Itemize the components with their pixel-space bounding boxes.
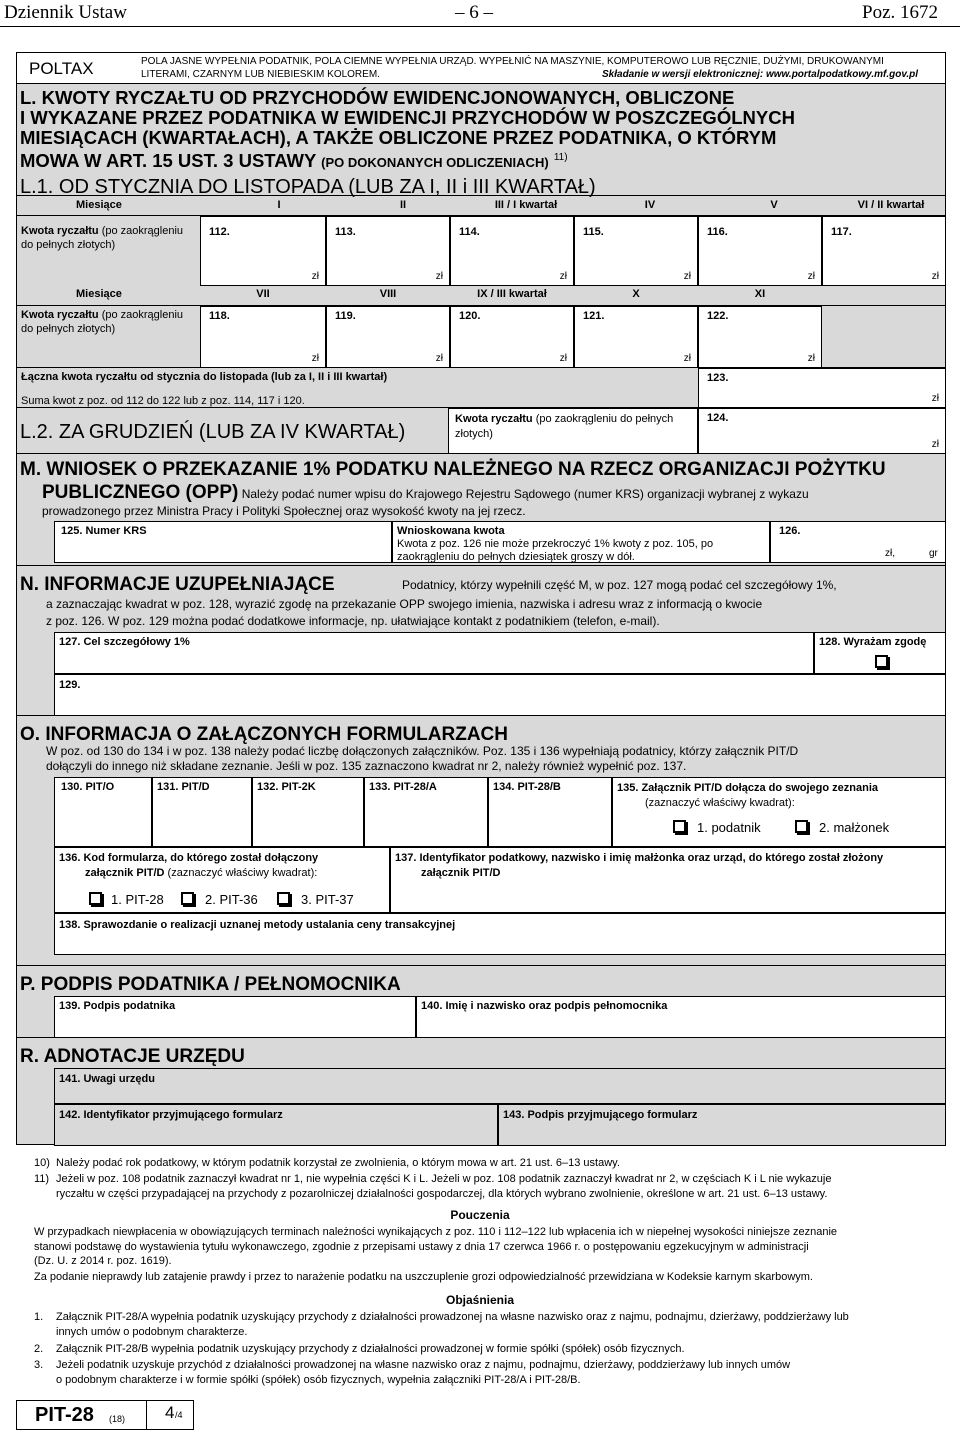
malzonek-label: 2. małżonek (819, 820, 890, 835)
footnote-11-1: Jeżeli w poz. 108 podatnik zaznaczył kwadrat nr 1, nie wypełnia części K i L. Jeżeli w poz. 108 podatnik zaznaczył kwadrat nr 2, w częściach K i L nie wykazuje (56, 1173, 832, 1185)
section-o (16, 715, 946, 965)
explanations-title: Objaśnienia (445, 1293, 515, 1307)
field-118[interactable]: 118. zł (200, 306, 326, 368)
section-r (16, 1037, 946, 1145)
fill-instruction-2: LITERAMI, CZARNYM LUB NIEBIESKIM KOLOREM. (141, 69, 380, 80)
december-label-cell: Kwota ryczałtu (po zaokrągleniu do pełnych złotych) (448, 408, 698, 454)
section-n-note-3: z poz. 126. W poz. 129 można podać dodatkowe informacje, np. ułatwiające kontakt z podatnikiem (telefon, e-mail). (46, 614, 660, 628)
field-130-pit-o[interactable]: 130. PIT/O (54, 777, 152, 847)
amount-label: Kwota ryczałtu (po zaokrągleniu do pełnych złotych) (21, 309, 184, 335)
field-126[interactable]: 126. zł, gr (770, 521, 946, 563)
section-l-title: L. KWOTY RYCZAŁTU OD PRZYCHODÓW EWIDENCJONOWANYCH, OBLICZONE I WYKAZANE PRZEZ PODATNIKA W EWIDENCJI PRZYCHODÓW W POSZCZEGÓLNYCH MIESIĄCACH (KWARTAŁACH), A TAKŻE OBLICZONE PRZEZ PODATNIKA, O KTÓRYM MOWA W ART. 15 UST. 3 USTAWY (PO DOKONANYCH ODLICZENIACH) $^{11)}$ (20, 87, 795, 172)
section-m-note: prowadzonego przez Ministra Pracy i Polityki Społecznej oraz wysokość kwoty na jej rzecz. (42, 504, 526, 518)
pit-37-checkbox[interactable] (277, 892, 290, 905)
header-rule (0, 26, 960, 27)
field-113[interactable]: 113. zł (326, 216, 450, 286)
journal-title: Dziennik Ustaw (4, 2, 127, 23)
section-l2-title: L.2. ZA GRUDZIEŃ (LUB ZA IV KWARTAŁ) (20, 421, 406, 443)
fill-instruction-1: POLA JASNE WYPEŁNIA PODATNIK, POLA CIEMNE WYPEŁNIA URZĄD. WYPEŁNIĆ NA MASZYNIE, KOMPUTEROWO LUB RĘCZNIE, DUŻYMI, DRUKOWANYMI (141, 56, 884, 67)
section-o-note-2: dołączyli do innego niż składane zeznanie. Jeśli w poz. 135 zaznaczono kwadrat nr 2, należy również wypełnić poz. 137. (46, 759, 687, 773)
field-141-notes: 141. Uwagi urzędu (54, 1068, 946, 1104)
field-132-pit-2k[interactable]: 132. PIT-2K (252, 777, 364, 847)
field-120[interactable]: 120. zł (450, 306, 574, 368)
consent-checkbox[interactable] (875, 655, 888, 668)
field-127-goal[interactable]: 127. Cel szczegółowy 1% (54, 632, 814, 674)
malzonek-checkbox[interactable] (795, 820, 808, 833)
months-header-2: Miesiące VII VIII IX / III kwartał X XI (76, 288, 766, 300)
journal-position: Poz. 1672 (862, 2, 938, 23)
electronic-filing-link[interactable]: Składanie w wersji elektronicznej: www.portalpodatkowy.mf.gov.pl (602, 69, 918, 80)
field-135: 135. Załącznik PIT/D dołącza do swojego zeznania (zaznaczyć właściwy kwadrat): 1. podatnik 2. małżonek (612, 777, 946, 847)
pit-36-checkbox[interactable] (181, 892, 194, 905)
field-134-pit-28b[interactable]: 134. PIT-28/B (488, 777, 612, 847)
field-124[interactable]: 124. zł (698, 408, 946, 454)
podatnik-checkbox[interactable] (673, 820, 686, 833)
form-footer (16, 1400, 194, 1430)
field-131-pit-d[interactable]: 131. PIT/D (152, 777, 252, 847)
poltax-logo: POLTAX (29, 59, 94, 78)
field-140-proxy[interactable]: 140. Imię i nazwisko oraz podpis pełnomocnika (416, 996, 946, 1038)
amount-label: Kwota ryczałtu (po zaokrągleniu do pełnych złotych) (21, 225, 184, 251)
requested-amount-label: Wnioskowana kwota Kwota z poz. 126 nie może przekroczyć 1% kwoty z poz. 105, po zaokrągleniu do pełnych dziesiątek groszy w dół. (392, 521, 770, 563)
total-row (16, 367, 946, 407)
section-n-title: N. INFORMACJE UZUPEŁNIAJĄCE (20, 574, 335, 595)
footnote-11-2: ryczałtu w części przypadającej na przychody z pozarolniczej działalności gospodarczej, dla których wybrano zwolnienie, określone w art. 21 ust. 6–13 ustawy. (56, 1188, 828, 1200)
section-l1-title: L.1. OD STYCZNIA DO LISTOPADA (LUB ZA I, II i III KWARTAŁ) (20, 176, 596, 198)
field-142-receiver-id: 142. Identyfikator przyjmującego formularz (54, 1104, 498, 1146)
field-128-consent[interactable]: 128. Wyrażam zgodę (814, 632, 946, 674)
pit-36-label: 2. PIT-36 (205, 892, 258, 907)
field-115[interactable]: 115. zł (574, 216, 698, 286)
field-133-pit-28a[interactable]: 133. PIT-28/A (364, 777, 488, 847)
field-121[interactable]: 121. zł (574, 306, 698, 368)
field-117[interactable]: 117. zł (822, 216, 946, 286)
section-p-title: P. PODPIS PODATNIKA / PEŁNOMOCNIKA (20, 974, 401, 995)
pit-28-label: 1. PIT-28 (111, 892, 164, 907)
field-143-receiver-signature: 143. Podpis przyjmującego formularz (498, 1104, 946, 1146)
page-number: 4 (165, 1403, 175, 1422)
field-122[interactable]: 122. zł (698, 306, 822, 368)
section-o-title: O. INFORMACJA O ZAŁĄCZONYCH FORMULARZACH (20, 724, 508, 745)
field-116[interactable]: 116. zł (698, 216, 822, 286)
section-m-title: M. WNIOSEK O PRZEKAZANIE 1% PODATKU NALEŻNEGO NA RZECZ ORGANIZACJI POŻYTKU (20, 459, 886, 480)
amounts-row-1 (16, 215, 946, 285)
field-114[interactable]: 114. zł (450, 216, 574, 286)
field-125-krs[interactable]: 125. Numer KRS (54, 521, 392, 563)
pit-28-checkbox[interactable] (89, 892, 102, 905)
section-n-note-2: a zaznaczając kwadrat w poz. 128, wyrazić zgodę na przekazanie OPP swojego imienia, nazwiska i adresu wraz z informacją o kwocie (46, 597, 763, 611)
section-p (16, 965, 946, 1037)
field-136: 136. Kod formularza, do którego został dołączony załącznik PIT/D (zaznaczyć właściwy kwadrat): 1. PIT-28 2. PIT-36 3. PIT-37 (54, 847, 390, 913)
form-version: (18) (109, 1414, 126, 1424)
field-139-signature[interactable]: 139. Podpis podatnika (54, 996, 416, 1038)
total-label: Łączna kwota ryczałtu od stycznia do listopada (lub za I, II i III kwartał) (21, 371, 388, 383)
journal-page: – 6 – (455, 2, 493, 23)
field-129-additional[interactable]: 129. (54, 674, 946, 716)
section-o-note-1: W poz. od 130 do 134 i w poz. 138 należy podać liczbę dołączonych załączników. Poz. 135 i 136 wypełniają podatnicy, którzy załącznik PIT/D (46, 744, 799, 758)
section-n-note-1: Podatnicy, którzy wypełnili część M, w poz. 127 mogą podać cel szczegółowy 1%, (402, 578, 837, 592)
field-112[interactable]: 112. zł (200, 216, 326, 286)
form-code: PIT-28 (35, 1404, 94, 1426)
podatnik-label: 1. podatnik (697, 820, 761, 835)
field-123[interactable]: 123. zł (698, 368, 946, 408)
section-m (16, 453, 946, 565)
field-137[interactable]: 137. Identyfikator podatkowy, nazwisko i imię małżonka oraz urząd, do którego został złożony załącznik PIT/D (390, 847, 946, 913)
section-r-title: R. ADNOTACJE URZĘDU (20, 1046, 245, 1067)
footnote-10: Należy podać rok podatkowy, w którym podatnik korzystał ze zwolnienia, o którym mowa w art. 21 ust. 6–13 ustawy. (56, 1157, 620, 1169)
instructions-title: Pouczenia (450, 1208, 510, 1222)
section-m-title-2: PUBLICZNEGO (OPP) Należy podać numer wpisu do Krajowego Rejestru Sądowego (numer KRS) organizacji wybranej z wykazu (42, 482, 809, 503)
page-total: /4 (175, 1410, 183, 1420)
amounts-row-2 (16, 305, 946, 367)
december-row (16, 407, 946, 453)
field-138[interactable]: 138. Sprawozdanie o realizacji uznanej metody ustalania ceny transakcyjnej (54, 913, 946, 955)
months-header-1: Miesiące I II III / I kwartał IV V VI / II kwartał (16, 195, 946, 215)
section-n (16, 565, 946, 715)
form-topbar (16, 52, 946, 84)
sum-note: Suma kwot z poz. od 112 do 122 lub z poz. 114, 117 i 120. (21, 395, 305, 407)
pit-37-label: 3. PIT-37 (301, 892, 354, 907)
field-119[interactable]: 119. zł (326, 306, 450, 368)
